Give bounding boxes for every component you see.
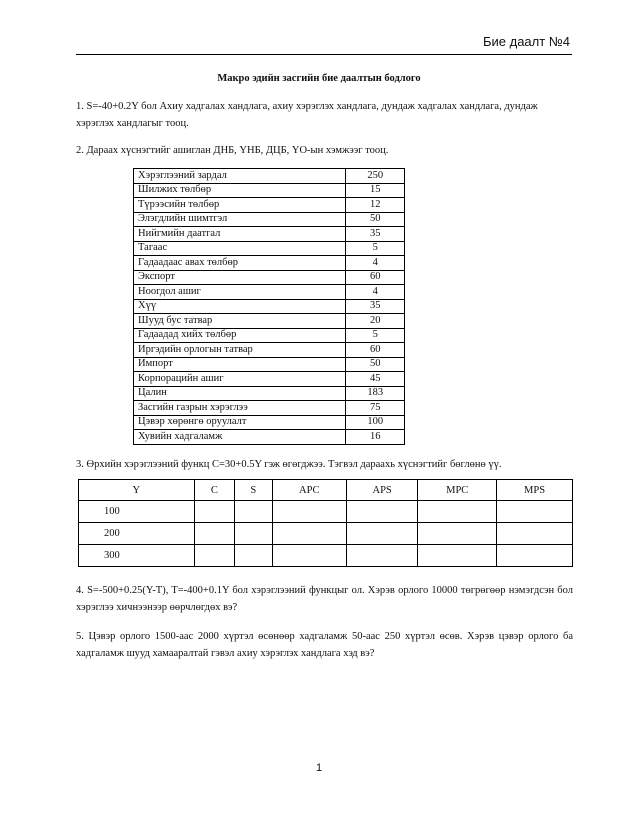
indicator-value-cell: 5 (346, 328, 405, 343)
table-row (134, 343, 405, 358)
indicator-value-cell: 16 (346, 430, 405, 445)
table-row (134, 183, 405, 198)
table-row (134, 270, 405, 285)
table-header-row (79, 480, 573, 501)
table-row (79, 523, 573, 545)
empty-answer-cell (346, 545, 417, 567)
indicator-value-cell: 4 (346, 256, 405, 271)
table-row (134, 241, 405, 256)
table-row (134, 372, 405, 387)
page-number: 1 (315, 762, 323, 774)
empty-answer-cell (272, 545, 346, 567)
table-row (134, 328, 405, 343)
indicator-name-cell: Экспорт (134, 270, 346, 285)
empty-answer-cell (497, 523, 573, 545)
indicator-value-cell: 50 (346, 212, 405, 227)
column-header: Y (79, 480, 195, 501)
question-2: 2. Дараах хүснэгтийг ашиглан ДНБ, ҮНБ, ДЦБ, ҮО-ын хэмжээг тооц. (76, 145, 389, 156)
indicator-name-cell: Хэрэглээний зардал (134, 169, 346, 184)
indicator-name-cell: Тагаас (134, 241, 346, 256)
empty-answer-cell (235, 523, 273, 545)
column-header: APC (272, 480, 346, 501)
national-accounts-table (133, 168, 405, 445)
table-row (134, 415, 405, 430)
table-row (134, 430, 405, 445)
indicator-value-cell: 50 (346, 357, 405, 372)
table-row (134, 314, 405, 329)
question-4: 4. S=-500+0.25(Y-T), T=-400+0.1Y бол хэрэглээний функцыг ол. Хэрэв орлого 10000 төгрөгөөр нэмэгдсэн бол хэрэглээ хичнээнээр өөрчлөгдөх вэ? (76, 585, 573, 613)
document-title: Макро эдийн засгийн бие даалтын бодлого (217, 73, 421, 84)
question-1: 1. S=-40+0.2Y бол Ахиу хадгалах хандлага, ахиу хэрэглэх хандлага, дундаж хадгалах хандлага, дундаж хэрэглэх хандлагыг тооц. (76, 101, 538, 129)
table-row (79, 545, 573, 567)
empty-answer-cell (194, 523, 234, 545)
empty-answer-cell (272, 501, 346, 523)
indicator-value-cell: 12 (346, 198, 405, 213)
indicator-value-cell: 20 (346, 314, 405, 329)
empty-answer-cell (194, 501, 234, 523)
indicator-name-cell: Цалин (134, 386, 346, 401)
indicator-name-cell: Түрээсийн төлбөр (134, 198, 346, 213)
empty-answer-cell (418, 545, 497, 567)
table-row (134, 299, 405, 314)
empty-answer-cell (235, 545, 273, 567)
table-row (134, 256, 405, 271)
indicator-name-cell: Хүү (134, 299, 346, 314)
y-value-cell: 100 (79, 501, 195, 523)
indicator-name-cell: Элэгдлийн шимтгэл (134, 212, 346, 227)
indicator-value-cell: 183 (346, 386, 405, 401)
indicator-value-cell: 60 (346, 343, 405, 358)
empty-answer-cell (235, 501, 273, 523)
indicator-value-cell: 35 (346, 227, 405, 242)
empty-answer-cell (418, 501, 497, 523)
table-row (134, 386, 405, 401)
indicator-name-cell: Корпорацийн ашиг (134, 372, 346, 387)
y-value-cell: 300 (79, 545, 195, 567)
indicator-name-cell: Гадаадаас авах төлбөр (134, 256, 346, 271)
indicator-value-cell: 15 (346, 183, 405, 198)
table-row (134, 227, 405, 242)
column-header: APS (346, 480, 417, 501)
table-row (134, 401, 405, 416)
column-header: C (194, 480, 234, 501)
empty-answer-cell (272, 523, 346, 545)
header-divider (76, 54, 572, 55)
indicator-value-cell: 5 (346, 241, 405, 256)
indicator-value-cell: 45 (346, 372, 405, 387)
indicator-name-cell: Засгийн газрын хэрэглээ (134, 401, 346, 416)
indicator-name-cell: Гадаадад хийх төлбөр (134, 328, 346, 343)
indicator-name-cell: Хувийн хадгаламж (134, 430, 346, 445)
table-row (134, 198, 405, 213)
indicator-value-cell: 60 (346, 270, 405, 285)
indicator-name-cell: Ноогдол ашиг (134, 285, 346, 300)
empty-answer-cell (497, 545, 573, 567)
question-5: 5. Цэвэр орлого 1500-аас 2000 хүртэл өсөнөөр хадгаламж 50-аас 250 хүртэл өсөв. Хэрэв цэвэр орлого ба хадгаламж шууд хамааралтай гэвэл ахиу хэрэглэх хандлага хэд вэ? (76, 631, 573, 659)
indicator-name-cell: Шууд бус татвар (134, 314, 346, 329)
header-title: Бие даалт №4 (482, 34, 570, 49)
empty-answer-cell (346, 523, 417, 545)
table-row (134, 285, 405, 300)
empty-answer-cell (346, 501, 417, 523)
indicator-name-cell: Шилжих төлбөр (134, 183, 346, 198)
indicator-name-cell: Иргэдийн орлогын татвар (134, 343, 346, 358)
indicator-name-cell: Цэвэр хөрөнгө оруулалт (134, 415, 346, 430)
empty-answer-cell (418, 523, 497, 545)
indicator-value-cell: 35 (346, 299, 405, 314)
empty-answer-cell (497, 501, 573, 523)
indicator-value-cell: 100 (346, 415, 405, 430)
column-header: MPC (418, 480, 497, 501)
column-header: S (235, 480, 273, 501)
empty-answer-cell (194, 545, 234, 567)
column-header: MPS (497, 480, 573, 501)
question-3: 3. Өрхийн хэрэглээний функц C=30+0.5Y гэж өгөгджээ. Тэгвэл дараахь хүснэгтийг бөглөнө үү. (76, 459, 502, 470)
indicator-value-cell: 4 (346, 285, 405, 300)
table-row (134, 357, 405, 372)
consumption-function-table (78, 479, 573, 567)
y-value-cell: 200 (79, 523, 195, 545)
indicator-value-cell: 250 (346, 169, 405, 184)
table-row (79, 501, 573, 523)
indicator-name-cell: Импорт (134, 357, 346, 372)
table-row (134, 169, 405, 184)
indicator-value-cell: 75 (346, 401, 405, 416)
indicator-name-cell: Нийгмийн даатгал (134, 227, 346, 242)
table-row (134, 212, 405, 227)
